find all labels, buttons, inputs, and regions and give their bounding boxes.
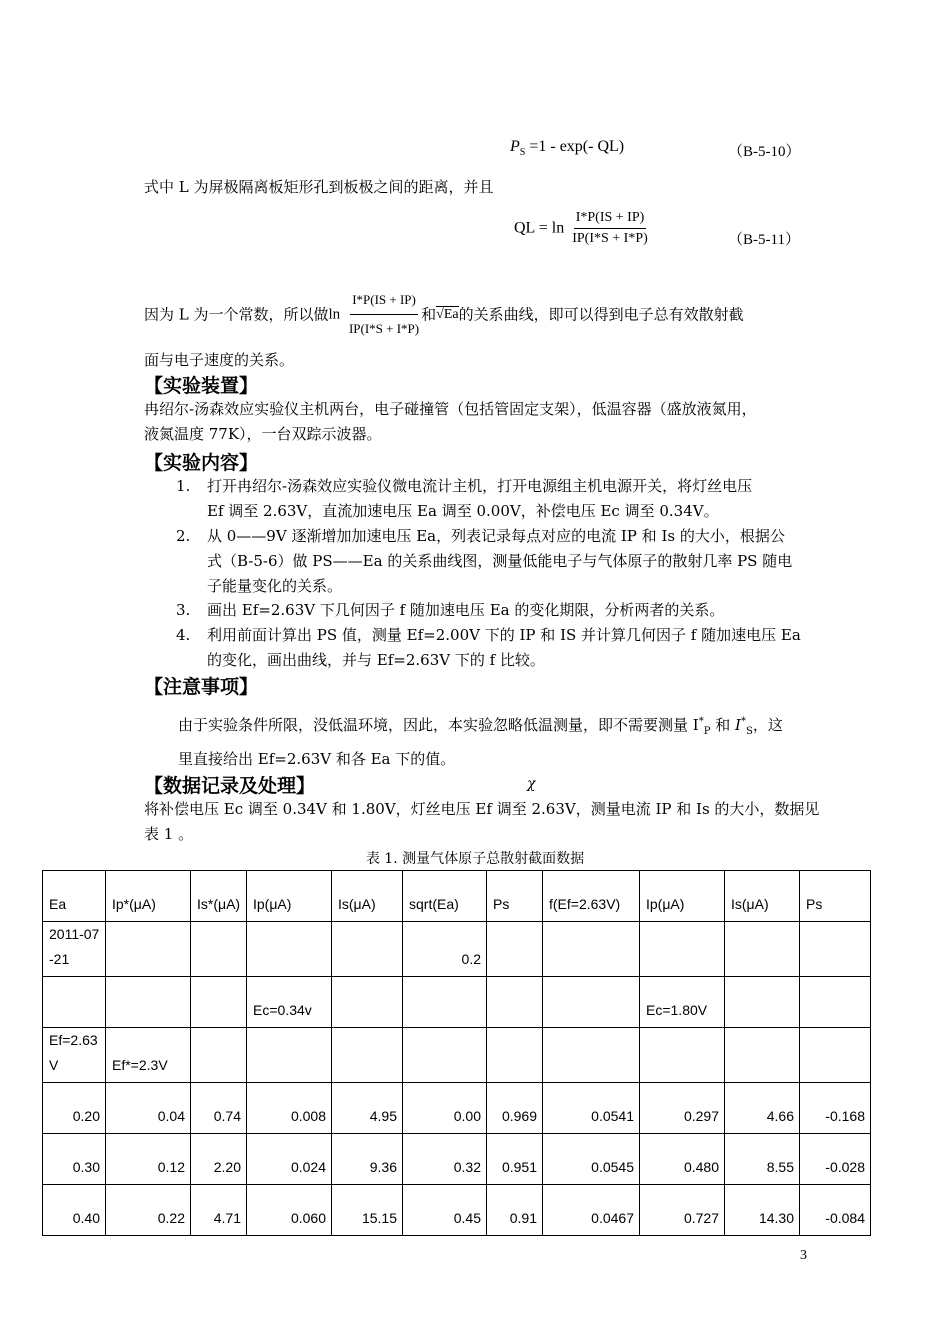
- table-cell: [800, 922, 871, 977]
- list-item: 2. 从 0——9V 逐渐增加加速电压 Ea，列表记录每点对应的电流 IP 和 Is 的大小，根据公 式（B-5-6）做 PS——Ea 的关系曲线图，测量低能电子与气体原子的散射几率 PS 随电 子能量变化的关系。: [176, 527, 793, 595]
- ratio-formula: $\frac{I*P(IS + IP)}{IP(I*S + I*P)}$: [347, 288, 421, 341]
- table-cell: 0.2: [403, 922, 487, 977]
- table-cell: 0.40: [43, 1185, 106, 1236]
- header-cell: Is*(μA): [191, 871, 247, 922]
- table-cell: 2.20: [191, 1134, 247, 1185]
- table-cell: Ec=0.34v: [247, 977, 332, 1028]
- table-cell: 0.0467: [543, 1185, 640, 1236]
- table-cell: 0.20: [43, 1083, 106, 1134]
- table-cell: Ef=2.63V: [43, 1028, 106, 1083]
- header-cell: f(Ef=2.63V): [543, 871, 640, 922]
- table-cell: 9.36: [332, 1134, 403, 1185]
- table-cell: 0.00: [403, 1083, 487, 1134]
- table-cell: 0.480: [640, 1134, 725, 1185]
- table-cell: [191, 922, 247, 977]
- paragraph-relation: 因为 L 为一个常数，所以做ln $\frac{I*P(IS + IP)}{IP(I*S + I*P)}$ 和√Ea的关系曲线，即可以得到电子总有效散射截: [144, 288, 744, 341]
- list-item: 3. 画出 Ef=2.63V 下几何因子 f 随加速电压 Ea 的变化期限，分析两者的关系。: [176, 601, 725, 619]
- list-item: 1. 打开冉绍尔-汤森效应实验仪微电流计主机，打开电源组主机电源开关，将灯丝电压 Ef 调至 2.63V，直流加速电压 Ea 调至 0.00V，补偿电压 Ec 调至 0.34V。: [176, 477, 753, 520]
- apparatus-line: 液氮温度 77K），一台双踪示波器。: [144, 425, 382, 443]
- section-heading-content: 【实验内容】: [144, 452, 259, 474]
- table-row: [43, 922, 871, 977]
- sqrt-ea: √Ea: [436, 306, 459, 322]
- table-cell: [332, 1028, 403, 1083]
- header-cell: Ip(μA): [247, 871, 332, 922]
- table-cell: [247, 1028, 332, 1083]
- table-cell: -0.028: [800, 1134, 871, 1185]
- table-cell: 0.22: [106, 1185, 191, 1236]
- table-cell: [640, 1028, 725, 1083]
- table-cell: 0.008: [247, 1083, 332, 1134]
- header-cell: Ip(μA): [640, 871, 725, 922]
- table-cell: 0.32: [403, 1134, 487, 1185]
- table-cell: 0.024: [247, 1134, 332, 1185]
- table-cell: [43, 977, 106, 1028]
- table-header-row: [43, 871, 871, 922]
- table-cell: 0.74: [191, 1083, 247, 1134]
- table-cell: [191, 977, 247, 1028]
- notes-line: 由于实验条件所限，没低温环境，因此，本实验忽略低温测量，即不需要测量 $I^*_P$ 和 $I^*_S$，这: [178, 716, 783, 737]
- table-cell: [725, 922, 800, 977]
- table-row: [43, 977, 871, 1028]
- section-heading-apparatus: 【实验装置】: [144, 375, 259, 397]
- formula-b-5-11: QL = ln $\frac{I*P(IS + IP)}{IP(I*S + I*P)}$: [514, 210, 648, 246]
- data-line: 将补偿电压 Ec 调至 0.34V 和 1.80V，灯丝电压 Ef 调至 2.63V，测量电流 IP 和 Is 的大小，数据见: [144, 800, 820, 818]
- table-cell: [332, 922, 403, 977]
- intro-line: 式中 L 为屏极隔离板矩形孔到板极之间的距离，并且: [144, 178, 494, 196]
- table-cell: 0.969: [487, 1083, 543, 1134]
- table-cell: 15.15: [332, 1185, 403, 1236]
- table-cell: 0.297: [640, 1083, 725, 1134]
- table-cell: 4.71: [191, 1185, 247, 1236]
- table-row: [43, 1028, 871, 1083]
- table-cell: [247, 922, 332, 977]
- table-row: [43, 1134, 871, 1185]
- table-cell: [403, 1028, 487, 1083]
- table-cell: [487, 1028, 543, 1083]
- table-cell: 0.0541: [543, 1083, 640, 1134]
- table-cell: 0.060: [247, 1185, 332, 1236]
- header-cell: Ps: [487, 871, 543, 922]
- table-cell: 0.45: [403, 1185, 487, 1236]
- table-cell: 2011-07-21: [43, 922, 106, 977]
- table-cell: [543, 977, 640, 1028]
- list-item: 4. 利用前面计算出 PS 值，测量 Ef=2.00V 下的 IP 和 IS 并计算几何因子 f 随加速电压 Ea 的变化，画出曲线，并与 Ef=2.63V 下的 f 比较。: [176, 626, 801, 669]
- table-cell: [487, 977, 543, 1028]
- notes-line: 里直接给出 Ef=2.63V 和各 Ea 下的值。: [178, 750, 456, 768]
- table-cell: 0.30: [43, 1134, 106, 1185]
- table-row: [43, 1083, 871, 1134]
- table-cell: [800, 1028, 871, 1083]
- header-cell: Ps: [800, 871, 871, 922]
- equation-number: （B-5-10）: [728, 144, 801, 160]
- chi-symbol: χ: [527, 776, 536, 792]
- table-cell: [106, 977, 191, 1028]
- table-cell: 0.727: [640, 1185, 725, 1236]
- table-cell: 4.66: [725, 1083, 800, 1134]
- table-cell: [800, 977, 871, 1028]
- page-number: 3: [800, 1248, 807, 1263]
- table-cell: [332, 977, 403, 1028]
- table-cell: -0.168: [800, 1083, 871, 1134]
- table-cell: Ec=1.80V: [640, 977, 725, 1028]
- table-cell: -0.084: [800, 1185, 871, 1236]
- header-cell: Is(μA): [725, 871, 800, 922]
- table-cell: [725, 1028, 800, 1083]
- table-cell: Ef*=2.3V: [106, 1028, 191, 1083]
- header-cell: Is(μA): [332, 871, 403, 922]
- paragraph-line: 面与电子速度的关系。: [144, 351, 295, 369]
- table-cell: [543, 922, 640, 977]
- section-heading-data: 【数据记录及处理】: [144, 775, 316, 797]
- table-cell: 4.95: [332, 1083, 403, 1134]
- table-cell: 0.12: [106, 1134, 191, 1185]
- table-cell: [725, 977, 800, 1028]
- table-row: [43, 1185, 871, 1236]
- equation-number: （B-5-11）: [728, 232, 800, 248]
- table-cell: [543, 1028, 640, 1083]
- table-cell: 0.951: [487, 1134, 543, 1185]
- table-cell: 0.04: [106, 1083, 191, 1134]
- section-heading-notes: 【注意事项】: [144, 676, 259, 698]
- table-cell: 14.30: [725, 1185, 800, 1236]
- table-caption: 表 1. 测量气体原子总散射截面数据: [365, 851, 585, 867]
- table-cell: [487, 922, 543, 977]
- table-cell: [106, 922, 191, 977]
- header-cell: Ea: [43, 871, 106, 922]
- table-cell: 0.91: [487, 1185, 543, 1236]
- table-cell: 0.0545: [543, 1134, 640, 1185]
- table-cell: [640, 922, 725, 977]
- formula-b-5-10: $P_S =1 - \exp(-$ QL): [510, 138, 625, 159]
- table-cell: [191, 1028, 247, 1083]
- table-cell: 8.55: [725, 1134, 800, 1185]
- header-cell: sqrt(Ea): [403, 871, 487, 922]
- apparatus-line: 冉绍尔-汤森效应实验仪主机两台，电子碰撞管（包括管固定支架），低温容器（盛放液氮用，: [144, 400, 757, 418]
- data-table: [42, 870, 871, 1236]
- table-cell: [403, 977, 487, 1028]
- data-line: 表 1 。: [144, 825, 194, 843]
- header-cell: Ip*(μA): [106, 871, 191, 922]
